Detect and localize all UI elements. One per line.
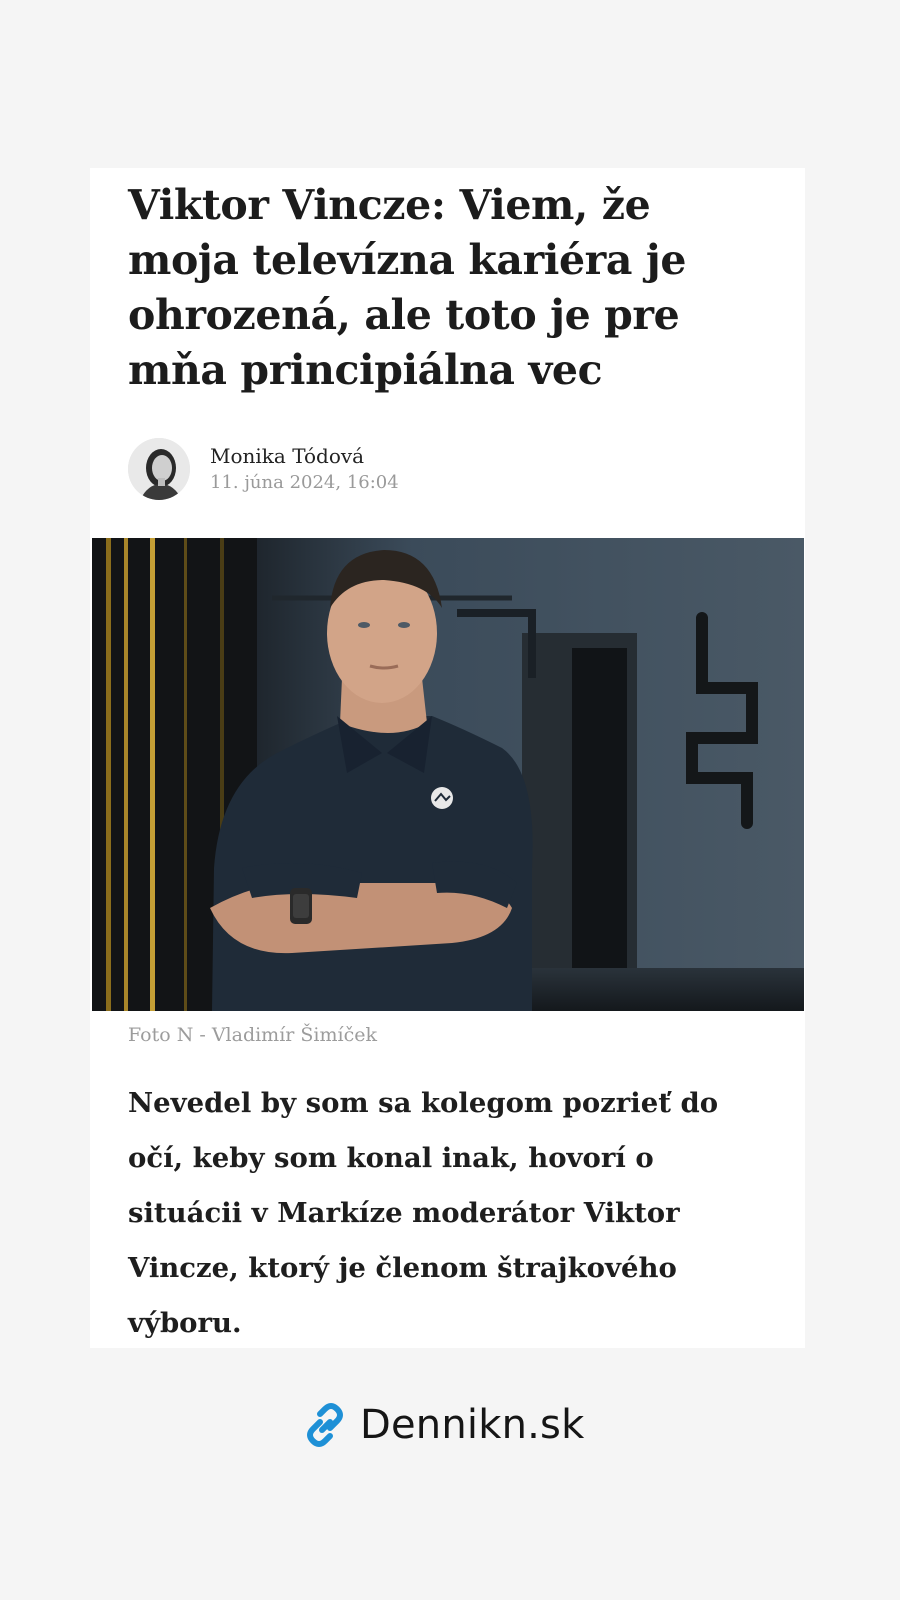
author-avatar[interactable] — [128, 438, 190, 500]
author-name[interactable]: Monika Tódová — [210, 444, 365, 468]
photo-credit: Foto N - Vladimír Šimíček — [128, 1024, 377, 1046]
article-photo[interactable] — [92, 538, 804, 1011]
publish-date: 11. júna 2024, 16:04 — [210, 472, 399, 493]
author-block[interactable] — [128, 436, 399, 502]
source-label[interactable]: Dennikn.sk — [360, 1402, 585, 1448]
article-title[interactable]: Viktor Vincze: Viem, že moja televízna kariéra je ohrozená, ale toto je pre mňa principiálna vec — [128, 181, 687, 394]
author-meta — [210, 442, 399, 496]
link-icon — [300, 1400, 350, 1450]
article-lead: Nevedel by som sa kolegom pozrieť do očí, keby som konal inak, hovorí o situácii v Markíze moderátor Viktor Vincze, ktorý je členom štrajkového výboru. — [128, 1087, 719, 1339]
source-link[interactable] — [300, 1390, 584, 1460]
